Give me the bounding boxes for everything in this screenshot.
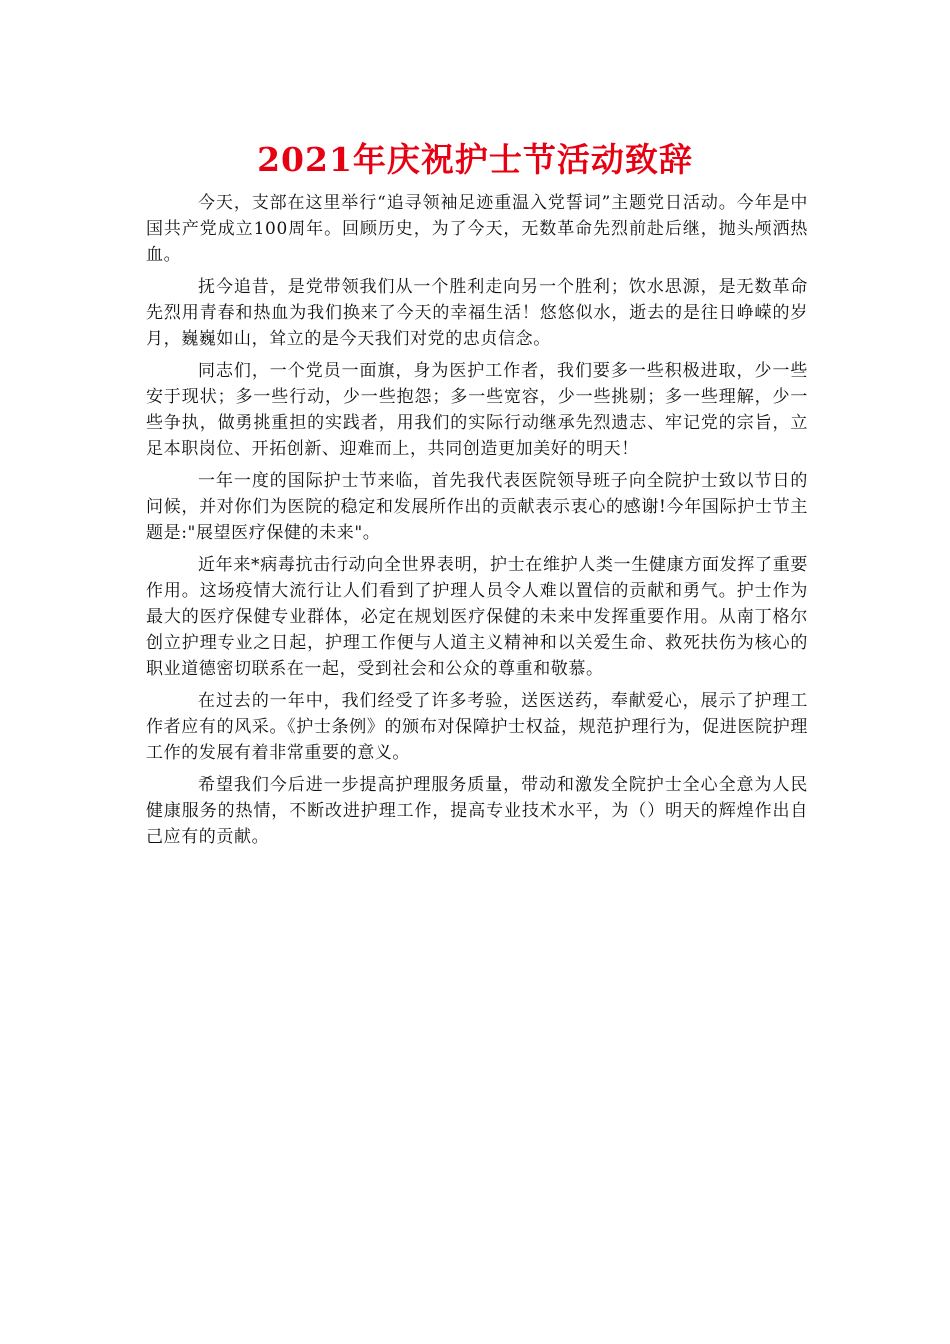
paragraph-2: 抚今追昔，是党带领我们从一个胜利走向另一个胜利；饮水思源，是无数革命先烈用青春和热血为我们换来了今天的幸福生活！悠悠似水，逝去的是往日峥嵘的岁月，巍巍如山，耸立的是今天我们对党的忠贞信念。: [146, 277, 808, 349]
paragraph-1: 今天，支部在这里举行“追寻领袖足迹重温入党誓词”主题党日活动。今年是中国共产党成立100周年。回顾历史，为了今天，无数革命先烈前赴后继，抛头颅洒热血。: [146, 193, 808, 265]
paragraph-4: 一年一度的国际护士节来临，首先我代表医院领导班子向全院护士致以节日的问候，并对你们为医院的稳定和发展所作出的贡献表示衷心的感谢!今年国际护士节主题是:"展望医疗保健的未来"。: [146, 471, 808, 543]
paragraph-7: 希望我们今后进一步提高护理服务质量，带动和激发全院护士全心全意为人民健康服务的热情，不断改进护理工作，提高专业技术水平，为（）明天的辉煌作出自己应有的贡献。: [146, 775, 808, 847]
paragraph-3: 同志们，一个党员一面旗，身为医护工作者，我们要多一些积极进取，少一些安于现状；多一些行动，少一些抱怨；多一些宽容，少一些挑剔；多一些理解，少一些争执，做勇挑重担的实践者，用我们的实际行动继承先烈遗志、牢记党的宗旨，立足本职岗位、开拓创新、迎难而上，共同创造更加美好的明天！: [146, 361, 808, 459]
document-title: 2021年庆祝护士节活动致辞: [257, 140, 693, 179]
paragraph-6: 在过去的一年中，我们经受了许多考验，送医送药，奉献爱心，展示了护理工作者应有的风采。《护士条例》的颁布对保障护士权益，规范护理行为，促进医院护理工作的发展有着非常重要的意义。: [146, 691, 808, 763]
document-body: [146, 190, 808, 856]
paragraph-5: 近年来*病毒抗击行动向全世界表明，护士在维护人类一生健康方面发挥了重要作用。这场疫情大流行让人们看到了护理人员令人难以置信的贡献和勇气。护士作为最大的医疗保健专业群体，必定在规划医疗保健的未来中发挥重要作用。从南丁格尔创立护理专业之日起，护理工作便与人道主义精神和以关爱生命、救死扶伤为核心的职业道德密切联系在一起，受到社会和公众的尊重和敬慕。: [146, 555, 808, 679]
